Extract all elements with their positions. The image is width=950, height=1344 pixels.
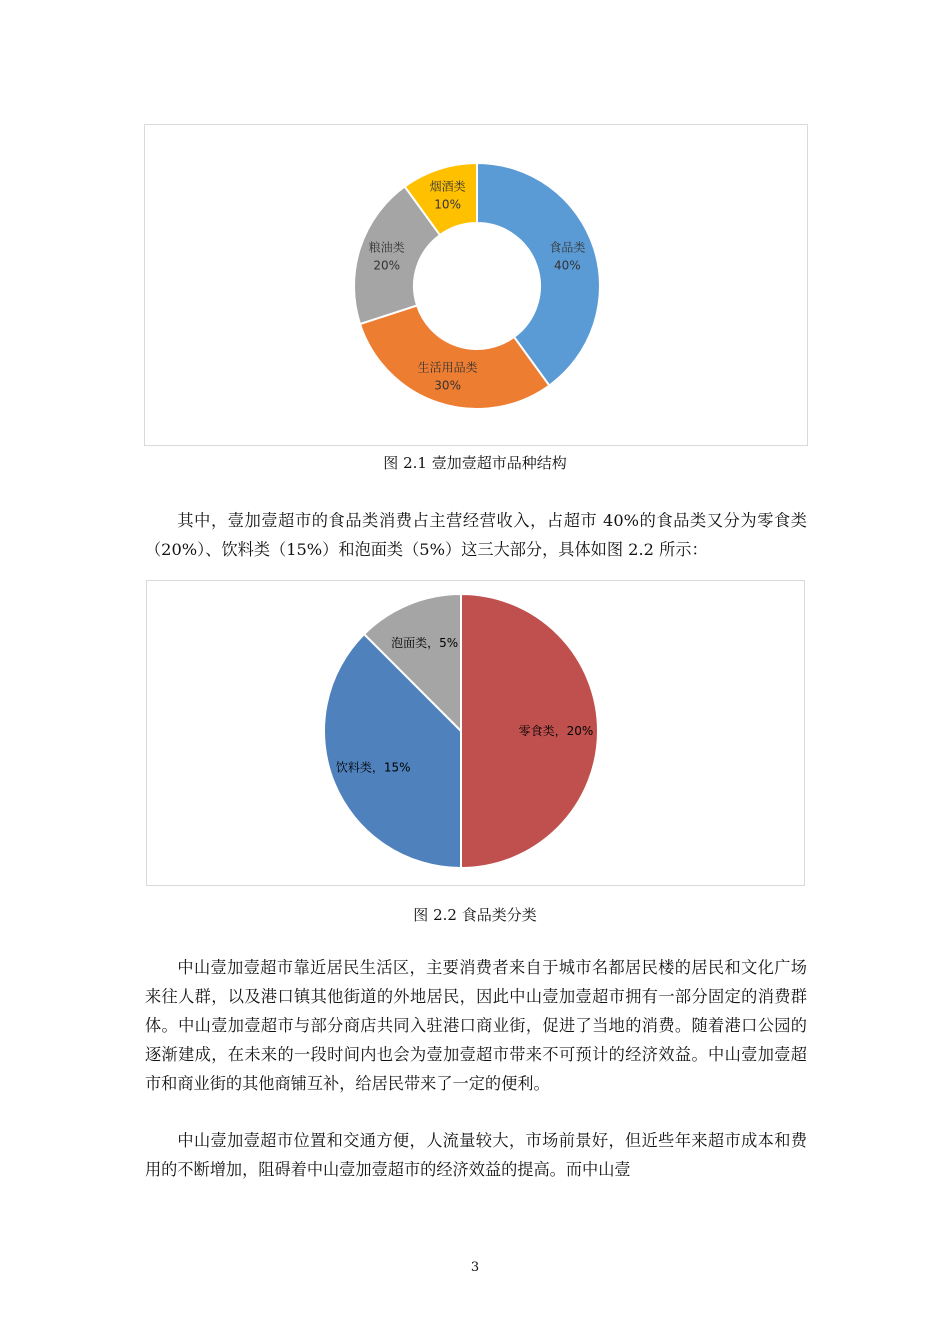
donut-chart-product-structure xyxy=(144,124,808,446)
slice-label: 粮油类 20% xyxy=(368,240,405,273)
body-paragraph-3: 中山壹加壹超市位置和交通方便，人流量较大，市场前景好，但近些年来超市成本和费用的不断增加，阻碍着中山壹加壹超市的经济效益的提高。而中山壹 xyxy=(145,1131,807,1179)
slice-label: 生活用品类 30% xyxy=(417,360,478,393)
body-paragraph-2: 中山壹加壹超市靠近居民生活区，主要消费者来自于城市名都居民楼的居民和文化广场来往人群，以及港口镇其他街道的外地居民，因此中山壹加壹超市拥有一部分固定的消费群体。中山壹加壹超市与部分商店共同入驻港口商业街，促进了当地的消费。随着港口公园的逐渐建成，在未来的一段时间内也会为壹加壹超市带来不可预计的经济效益。中山壹加壹超市和商业街的其他商铺互补，给居民带来了一定的便利。 xyxy=(145,958,807,1093)
slice-label: 零食类，20% xyxy=(518,724,594,738)
body-paragraph-1: 其中，壹加壹超市的食品类消费占主营经营收入，占超市 40%的食品类又分为零食类（20%）、饮料类（15%）和泡面类（5%）这三大部分，具体如图 2.2 所示： xyxy=(145,511,807,559)
pie-chart-food-categories xyxy=(146,580,805,886)
pie-slice xyxy=(360,305,549,409)
slice-label: 饮料类，15% xyxy=(335,760,411,775)
slice-label: 泡面类，5% xyxy=(391,636,459,651)
pie-chart-svg xyxy=(147,581,804,885)
slice-label: 烟酒类 10% xyxy=(429,179,466,212)
slice-label: 食品类 40% xyxy=(549,240,586,273)
figure-caption-2-1: 图 2.1 壹加壹超市品种结构 xyxy=(383,454,567,472)
page-number: 3 xyxy=(470,1260,480,1275)
figure-caption-2-2: 图 2.2 食品类分类 xyxy=(413,906,537,924)
donut-chart-svg xyxy=(145,125,807,445)
